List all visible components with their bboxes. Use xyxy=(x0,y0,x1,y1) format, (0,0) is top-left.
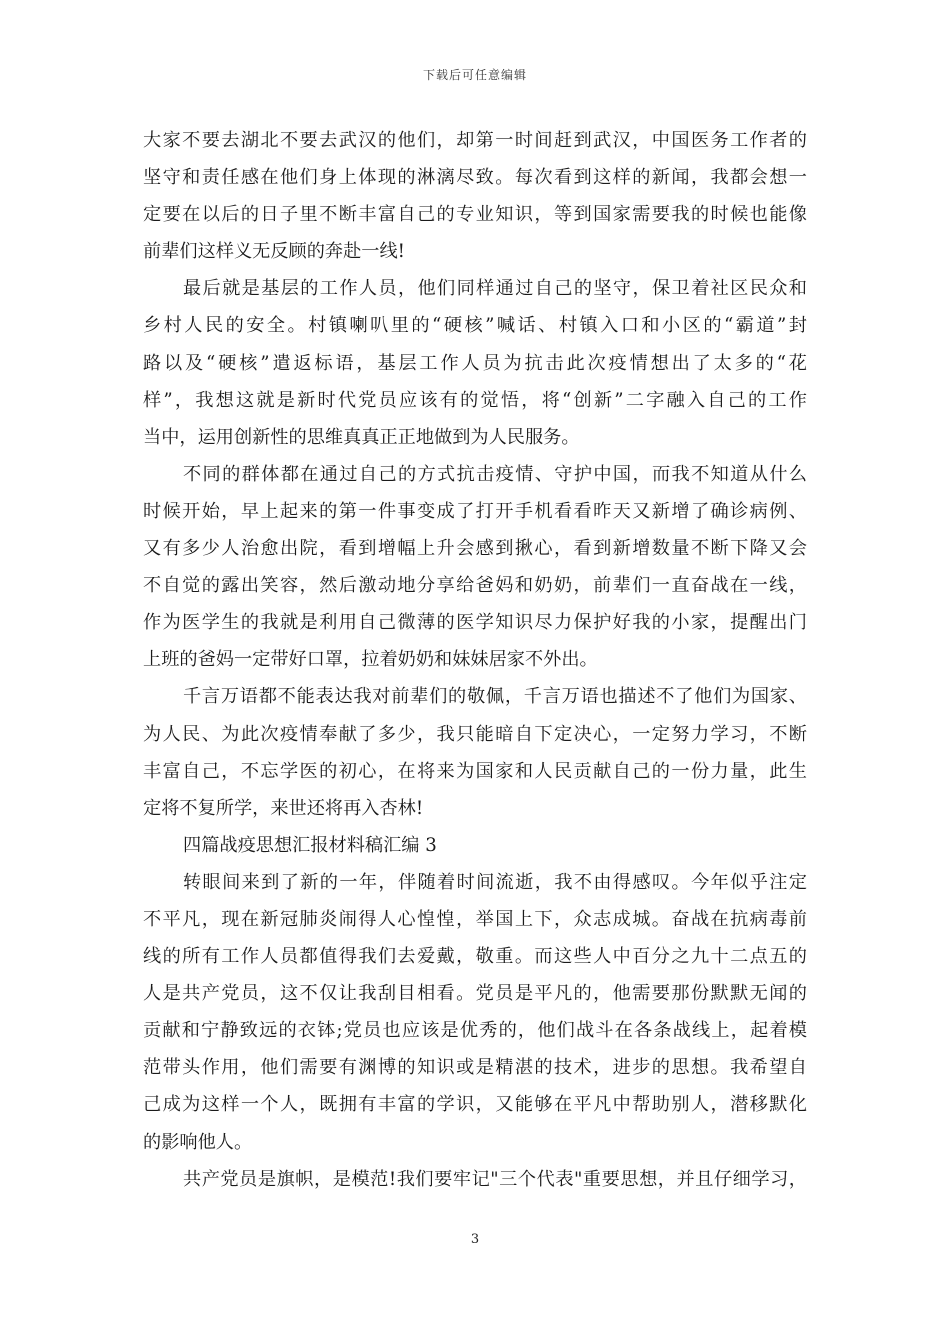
document-body xyxy=(143,122,807,1198)
text-line: 时候开始，早上起来的第一件事变成了打开手机看看昨天又新增了确诊病例、 xyxy=(143,500,807,522)
page-header: 下载后可任意编辑 xyxy=(422,68,527,82)
text-line: 又有多少人治愈出院，看到增幅上升会感到揪心，看到新增数量不断下降又会 xyxy=(143,538,807,560)
text-line: 最后就是基层的工作人员，他们同样通过自己的坚守，保卫着社区民众和 xyxy=(183,278,807,300)
text-line: 己成为这样一个人，既拥有丰富的学识，又能够在平凡中帮助别人，潜移默化 xyxy=(143,1094,807,1116)
text-line: 转眼间来到了新的一年，伴随着时间流逝，我不由得感叹。今年似乎注定 xyxy=(183,871,807,893)
text-line: 共产党员是旗帜，是模范!我们要牢记"三个代表"重要思想，并且仔细学习， xyxy=(183,1168,807,1190)
text-line: 为人民、为此次疫情奉献了多少，我只能暗自下定决心，一定努力学习，不断 xyxy=(143,723,807,745)
text-line: 人是共产党员，这不仅让我刮目相看。党员是平凡的，他需要那份默默无闻的 xyxy=(143,983,807,1005)
text-line: 定要在以后的日子里不断丰富自己的专业知识，等到国家需要我的时候也能像 xyxy=(143,204,807,226)
text-line: 线的所有工作人员都值得我们去爱戴，敬重。而这些人中百分之九十二点五的 xyxy=(143,946,807,968)
text-line: 丰富自己，不忘学医的初心，在将来为国家和人民贡献自己的一份力量，此生 xyxy=(143,760,807,782)
text-line: 样”，我想这就是新时代党员应该有的觉悟，将“创新”二字融入自己的工作 xyxy=(143,389,807,411)
text-line: 坚守和责任感在他们身上体现的淋漓尽致。每次看到这样的新闻，我都会想一 xyxy=(143,167,807,189)
text-line: 乡村人民的安全。村镇喇叭里的“硬核”喊话、村镇入口和小区的“霸道”封 xyxy=(143,315,807,337)
page-number: 3 xyxy=(470,1232,480,1247)
text-line: 定将不复所学，来世还将再入杏林! xyxy=(143,797,424,819)
text-line: 的影响他人。 xyxy=(143,1131,253,1153)
text-line: 路以及“硬核”遣返标语，基层工作人员为抗击此次疫情想出了太多的“花 xyxy=(143,352,807,374)
text-line: 上班的爸妈一定带好口罩，拉着奶奶和妹妹居家不外出。 xyxy=(143,649,598,671)
text-line: 四篇战疫思想汇报材料稿汇编 3 xyxy=(183,834,437,856)
text-line: 不自觉的露出笑容，然后激动地分享给爸妈和奶奶，前辈们一直奋战在一线， xyxy=(143,575,807,597)
text-line: 作为医学生的我就是利用自己微薄的医学知识尽力保护好我的小家，提醒出门 xyxy=(143,612,807,634)
text-line: 大家不要去湖北不要去武汉的他们，却第一时间赶到武汉，中国医务工作者的 xyxy=(143,130,807,151)
text-line: 不同的群体都在通过自己的方式抗击疫情、守护中国，而我不知道从什么 xyxy=(183,463,807,485)
text-line: 当中，运用创新性的思维真真正正地做到为人民服务。 xyxy=(143,426,580,448)
text-line: 范带头作用，他们需要有渊博的知识或是精湛的技术，进步的思想。我希望自 xyxy=(143,1057,807,1079)
text-line: 不平凡，现在新冠肺炎闹得人心惶惶，举国上下，众志成城。奋战在抗病毒前 xyxy=(143,908,807,930)
text-line: 前辈们这样义无反顾的奔赴一线! xyxy=(143,241,405,263)
text-line: 贡献和宁静致远的衣钵;党员也应该是优秀的，他们战斗在各条战线上，起着模 xyxy=(143,1020,807,1042)
text-line: 千言万语都不能表达我对前辈们的敬佩，千言万语也描述不了他们为国家、 xyxy=(183,686,807,708)
